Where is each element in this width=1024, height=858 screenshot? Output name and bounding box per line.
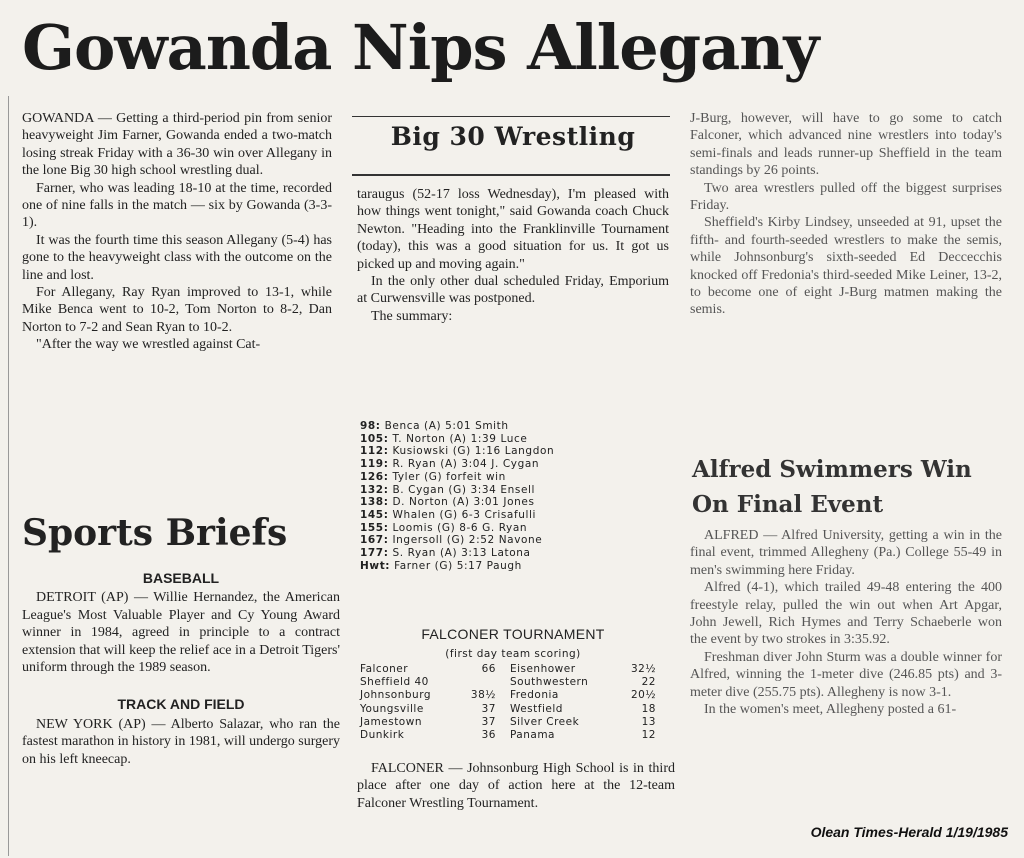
summary-row: 138: D. Norton (A) 3:01 Jones bbox=[360, 496, 535, 509]
falconer-article bbox=[357, 760, 675, 812]
table-row: Johnsonburg 38½ Fredonia 20½ bbox=[360, 689, 656, 702]
summary-row: 119: R. Ryan (A) 3:04 J. Cygan bbox=[360, 458, 540, 471]
article-paragraph: GOWANDA — Getting a third-period pin from senior heavyweight Jim Farner, Gowanda ended a two-match losing streak Friday with a 36-30 win over Allegany in the lone Big 30 high school wrestling dual. bbox=[22, 111, 332, 179]
table-row: Jamestown 37 Silver Creek 13 bbox=[360, 715, 656, 728]
brief-paragraph: NEW YORK (AP) — Alberto Salazar, who ran the fastest marathon in history in 1981, will undergo surgery on his left kneecap. bbox=[22, 716, 340, 767]
article-paragraph: Alfred (4-1), which trailed 49-48 entering the 400 freestyle relay, pulled the win out when Art Apgar, John Jewell, Rich Hymes and Terry Schaeberle won the event by two strokes in 3:35.92. bbox=[690, 580, 1002, 648]
article-paragraph: Farner, who was leading 18-10 at the time, recorded one of nine falls in the match — six by Gowanda (3-3-1). bbox=[22, 180, 332, 231]
article-paragraph: Freshman diver John Sturm was a double winner for Alfred, winning the 1-meter dive (246.85 pts) and 3-meter dive (255.75 pts). Allegheny is now 3-1. bbox=[690, 649, 1002, 700]
summary-row: 177: S. Ryan (A) 3:13 Latona bbox=[360, 547, 531, 560]
article-paragraph: "After the way we wrestled against Cat- bbox=[36, 337, 261, 353]
alfred-article bbox=[690, 527, 1002, 718]
gowanda-article-col1 bbox=[22, 110, 332, 354]
summary-row: Hwt: Farner (G) 5:17 Paugh bbox=[360, 559, 522, 572]
article-paragraph: ALFRED — Alfred University, getting a win in the final event, trimmed Allegheny (Pa.) College 55-49 in men's swimming here Friday. bbox=[690, 528, 1002, 578]
summary-row: 98: Benca (A) 5:01 Smith bbox=[360, 420, 509, 432]
summary-row: 112: Kusiowski (G) 1:16 Langdon bbox=[360, 445, 555, 458]
track-subhead: TRACK AND FIELD bbox=[117, 696, 245, 713]
table-row: Youngsville 37 Westfield 18 bbox=[360, 702, 656, 715]
summary-row: 145: Whalen (G) 6-3 Crisafulli bbox=[360, 508, 537, 521]
table-row: Falconer 66 Eisenhower 32½ bbox=[360, 663, 656, 675]
article-paragraph: Sheffield's Kirby Lindsey, unseeded at 91, upset the fifth- and fourth-seeded wrestlers to make the semis, while Johnsonburg's sixth-seeded Ed Deccecchis knocked off Fredonia's third-seeded Mike Leiner, 13-2, to become one of eight J-Burg matmen making the semis. bbox=[690, 215, 1002, 318]
summary-row: 132: B. Cygan (G) 3:34 Ensell bbox=[360, 483, 536, 496]
article-paragraph: The summary: bbox=[371, 308, 453, 324]
gowanda-article-col2 bbox=[357, 186, 669, 325]
alfred-headline: Alfred Swimmers Win On Final Event bbox=[692, 456, 972, 518]
falconer-article-col3 bbox=[690, 110, 1002, 319]
source-credit: Olean Times-Herald 1/19/1985 bbox=[810, 824, 1008, 840]
box-rule-bottom bbox=[352, 174, 670, 176]
summary-row: 126: Tyler (G) forfeit win bbox=[360, 470, 506, 483]
baseball-subhead: BASEBALL bbox=[142, 570, 220, 586]
summary-row: 167: Ingersoll (G) 2:52 Navone bbox=[360, 534, 543, 547]
match-summary bbox=[360, 420, 660, 572]
article-paragraph: In the women's meet, Allegheny posted a 61- bbox=[704, 702, 957, 718]
brief-paragraph: DETROIT (AP) — Willie Hernandez, the American League's Most Valuable Player and Cy Young Award winner in 1984, agreed in principle to a contract extension that will keep the relief ace in a Detroit Tigers' uniform through the 1989 season. bbox=[22, 590, 340, 676]
article-paragraph: Two area wrestlers pulled off the biggest surprises Friday. bbox=[690, 180, 1002, 214]
sports-briefs-body bbox=[22, 566, 340, 768]
table-row: Dunkirk 36 Panama 12 bbox=[360, 729, 656, 742]
article-paragraph: J-Burg, however, will have to go some to catch Falconer, which advanced nine wrestlers into today's semi-finals and leads runner-up Sheffield in the team standings by 26 points. bbox=[690, 111, 1002, 179]
table-row: Sheffield 40 Southwestern 22 bbox=[360, 676, 656, 689]
summary-row: 105: T. Norton (A) 1:39 Luce bbox=[360, 432, 528, 445]
article-paragraph: FALCONER — Johnsonburg High School is in third place after one day of action here at the 12-team Falconer Wrestling Tournament. bbox=[357, 761, 675, 811]
headline: Gowanda Nips Allegany bbox=[22, 11, 819, 84]
article-paragraph: For Allegany, Ray Ryan improved to 13-1, while Mike Benca went to 10-2, Tom Norton to 8-2, Dan Norton to 7-2 and Sean Ryan to 10-2. bbox=[22, 285, 332, 335]
box-rule-top bbox=[352, 116, 670, 117]
tournament-subtitle: (first day team scoring) bbox=[445, 648, 581, 660]
article-paragraph: It was the fourth time this season Allegany (5-4) has gone to the heavyweight class with the outcome on the line and lost. bbox=[22, 232, 332, 283]
article-paragraph: taraugus (52-17 loss Wednesday), I'm pleased with how things went tonight," said Gowanda coach Chuck Newton. "Heading into the Franklinville Tournament (today), this was a good situation for us. It got us picked up and moving again." bbox=[357, 187, 669, 272]
tournament-title: FALCONER TOURNAMENT bbox=[421, 626, 605, 642]
article-paragraph: In the only other dual scheduled Friday, Emporium at Curwensville was postponed. bbox=[357, 274, 669, 307]
tournament-scoring-table bbox=[360, 663, 670, 742]
sports-briefs-title: Sports Briefs bbox=[22, 512, 288, 554]
big30-box-title: Big 30 Wrestling bbox=[390, 122, 636, 151]
summary-row: 155: Loomis (G) 8-6 G. Ryan bbox=[360, 521, 528, 534]
page-edge bbox=[8, 96, 9, 856]
